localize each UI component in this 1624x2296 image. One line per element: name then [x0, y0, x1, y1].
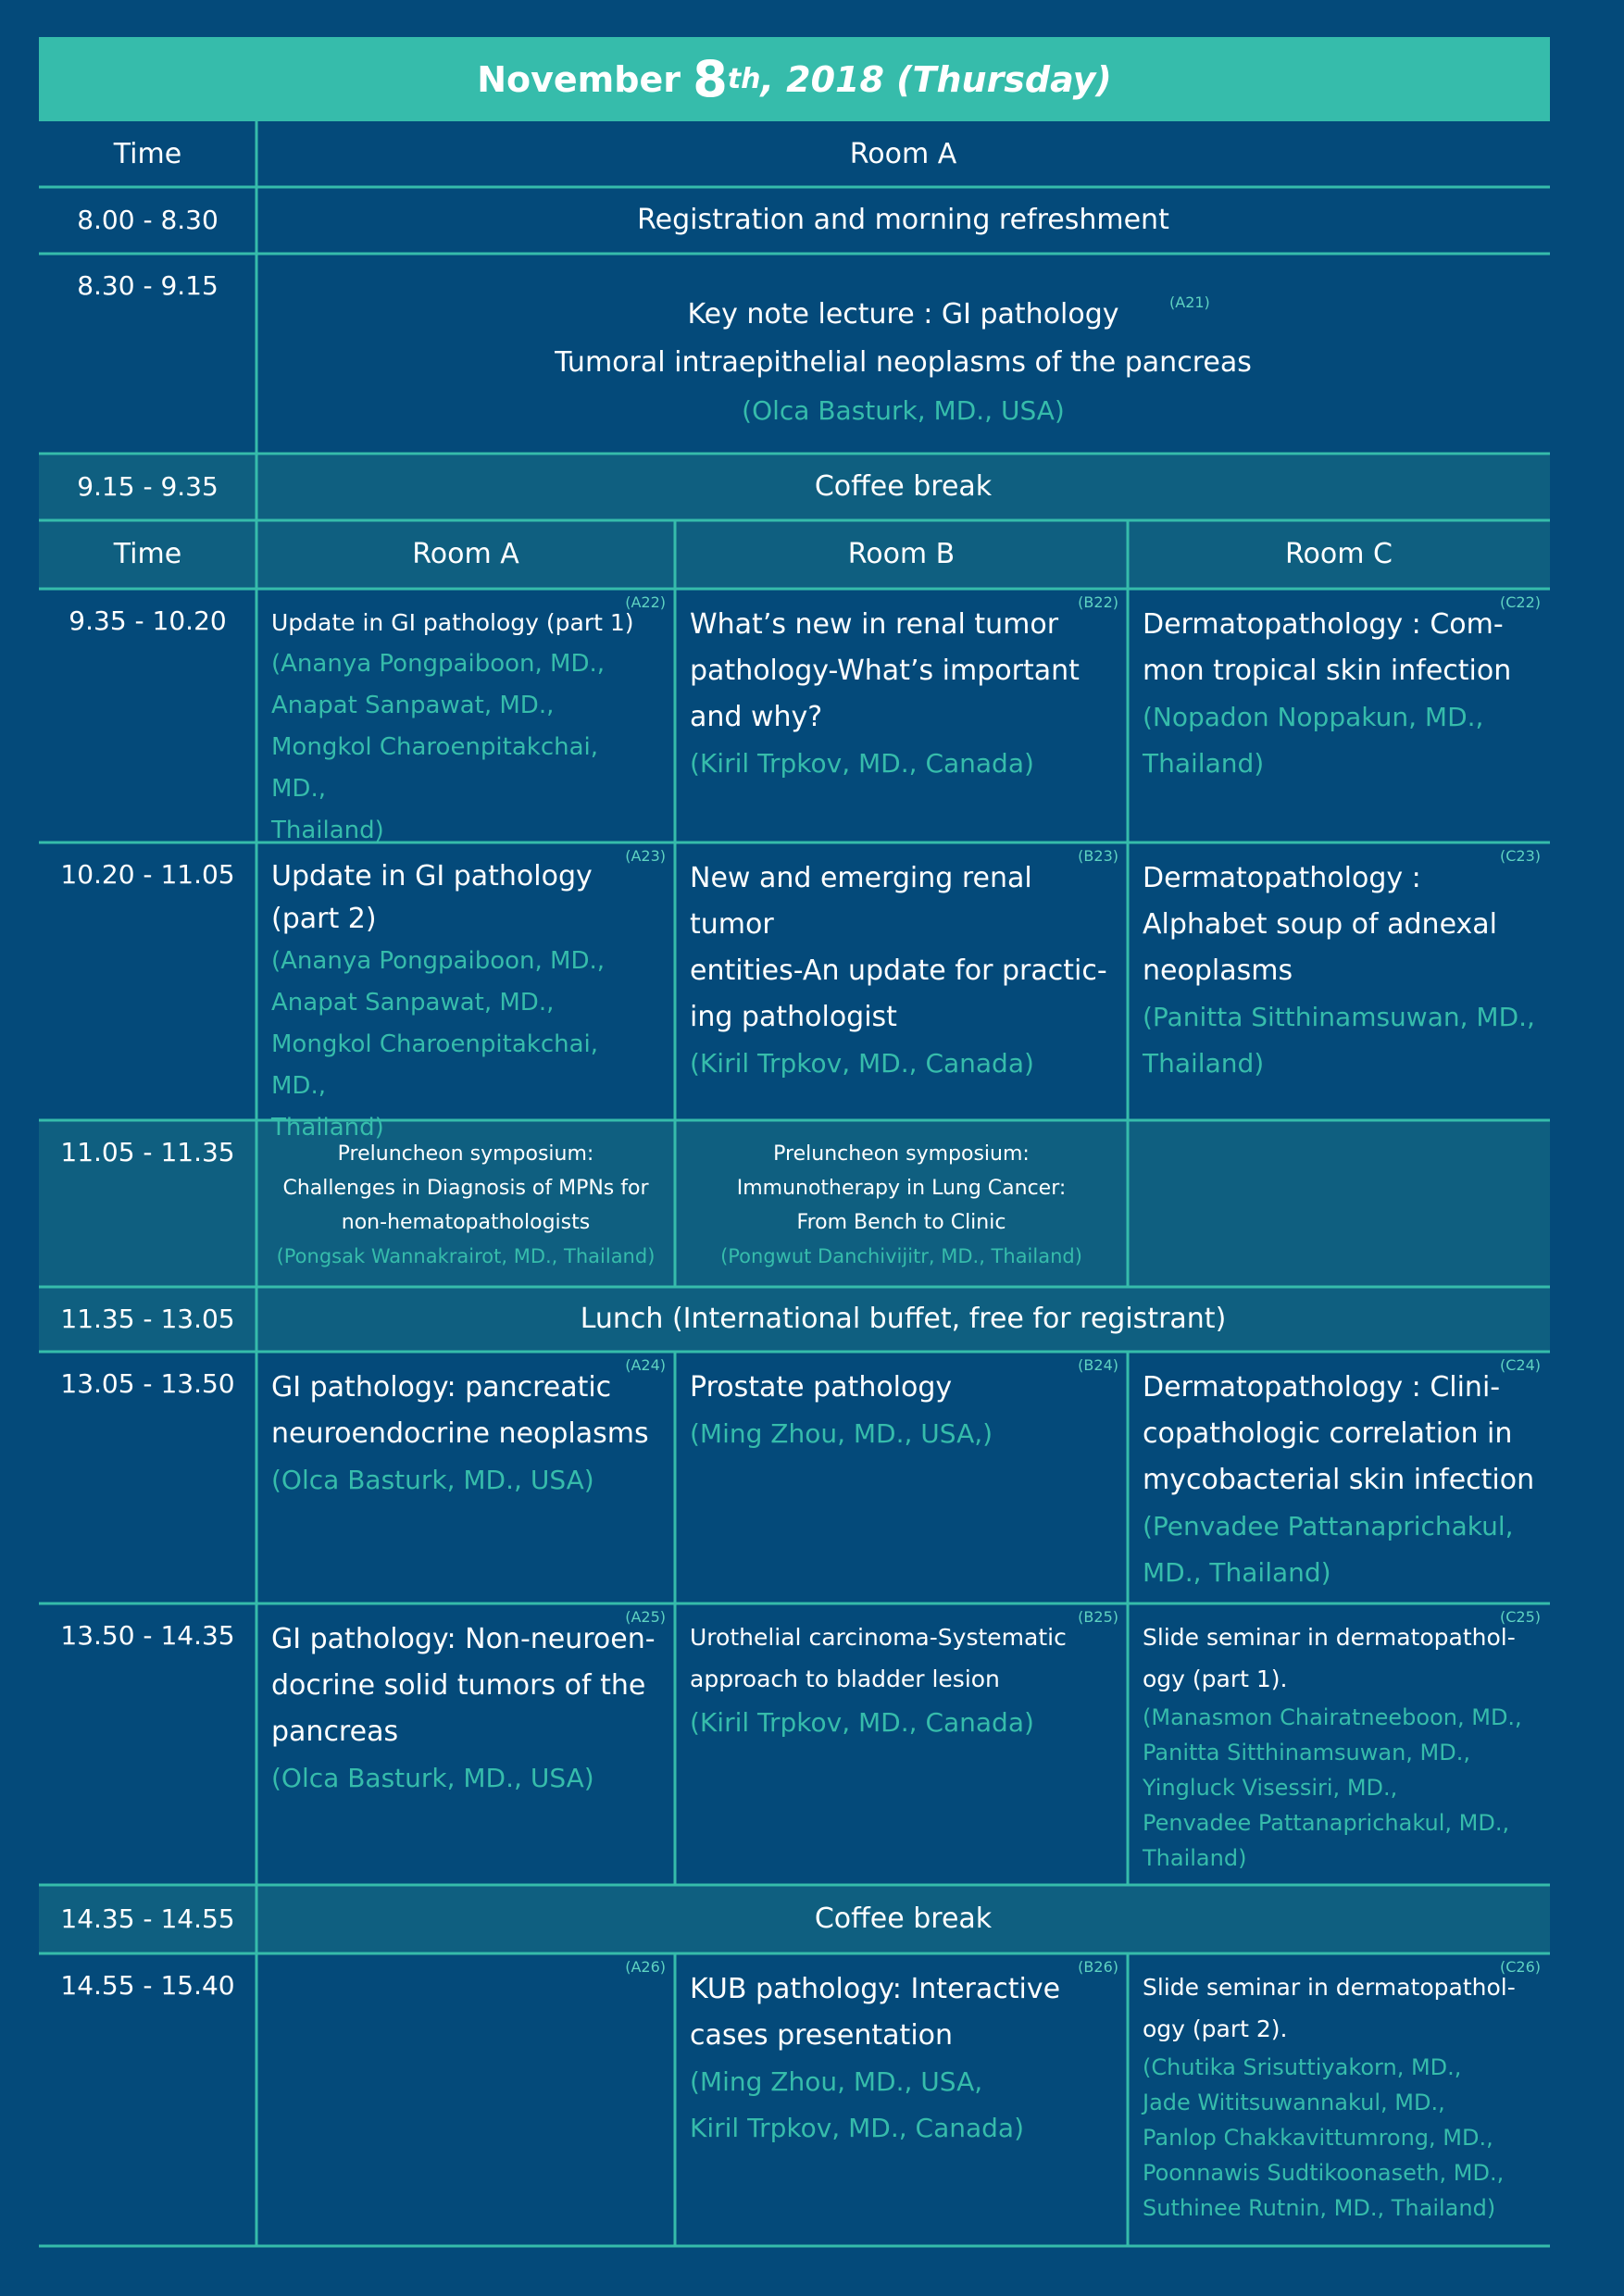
session-code: (B26): [1078, 1958, 1118, 1976]
speaker: Yingluck Visessiri, MD.,: [1143, 1775, 1398, 1801]
session-code: (A25): [625, 1608, 666, 1626]
session-title: Dermatopathology : Com-: [1143, 608, 1504, 641]
speaker: Thailand): [271, 817, 384, 844]
coffee-break-2: Coffee break: [814, 1903, 993, 1935]
keynote-cell: [256, 254, 1550, 454]
time-registration: 8.00 - 8.30: [77, 205, 219, 235]
keynote-code: (A21): [1169, 293, 1210, 311]
speaker: Penvadee Pattanaprichakul, MD.,: [1143, 1810, 1510, 1836]
session-code: (C22): [1499, 593, 1541, 611]
speaker: (Kiril Trpkov, MD., Canada): [690, 1707, 1034, 1738]
session-code: (A26): [625, 1958, 666, 1976]
speaker: Panitta Sitthinamsuwan, MD.,: [1143, 1740, 1470, 1766]
rooms-time-header: Time: [113, 538, 182, 570]
session-3-room-c: [1128, 1352, 1550, 1603]
session-1-room-a: [256, 589, 675, 842]
speaker: Mongkol Charoenpitakchai, MD.,: [271, 1030, 599, 1100]
time-coffee-1: 9.15 - 9.35: [77, 471, 219, 502]
session-code: (B23): [1078, 847, 1118, 865]
speaker: (Penvadee Pattanaprichakul,: [1143, 1511, 1514, 1541]
speaker: Anapat Sanpawat, MD.,: [271, 692, 555, 719]
room-a-column-header: Room A: [412, 538, 519, 570]
session-code: (C26): [1499, 1958, 1541, 1976]
session-title: pancreas: [271, 1716, 399, 1748]
speaker: Suthinee Rutnin, MD., Thailand): [1143, 2195, 1496, 2221]
speaker: (Ananya Pongpaiboon, MD.,: [271, 650, 606, 678]
time-lunch: 11.35 - 13.05: [60, 1304, 235, 1334]
speaker: Thailand): [271, 1114, 384, 1142]
speaker: (Ananya Pongpaiboon, MD.,: [271, 947, 606, 975]
speaker: Anapat Sanpawat, MD.,: [271, 989, 555, 1017]
session-code: (B25): [1078, 1608, 1118, 1626]
symposium-line: Immunotherapy in Lung Cancer:: [736, 1177, 1067, 1200]
time-session-1: 9.35 - 10.20: [69, 605, 227, 636]
speaker: (Panitta Sitthinamsuwan, MD.,: [1143, 1002, 1535, 1032]
speaker: (Kiril Trpkov, MD., Canada): [690, 1048, 1034, 1079]
symposium-line: From Bench to Clinic: [796, 1211, 1006, 1234]
registration-title: Registration and morning refreshment: [637, 204, 1169, 236]
session-5-room-c: [1128, 1953, 1550, 2246]
session-2-room-b: [675, 842, 1128, 1120]
symposium-line: non-hematopathologists: [341, 1211, 591, 1234]
symposium-line: Challenges in Diagnosis of MPNs for: [282, 1177, 649, 1200]
session-code: (B24): [1078, 1356, 1118, 1374]
session-title: ing pathologist: [690, 1001, 897, 1033]
time-coffee-2: 14.35 - 14.55: [60, 1903, 235, 1934]
symposium-line: Preluncheon symposium:: [337, 1142, 594, 1166]
speaker: (Ming Zhou, MD., USA,: [690, 2066, 983, 2097]
speaker: (Olca Basturk, MD., USA): [271, 1465, 594, 1495]
session-title: mycobacterial skin infection: [1143, 1464, 1535, 1496]
time-column-header: Time: [113, 137, 182, 170]
header-rest: , 2018 (Thursday): [760, 58, 1112, 100]
session-title: Alphabet soup of adnexal: [1143, 908, 1497, 941]
speaker: (Nopadon Noppakun, MD.,: [1143, 702, 1484, 732]
coffee-break-1: Coffee break: [814, 470, 993, 503]
speaker: Jade Wititsuwannakul, MD.,: [1143, 2090, 1445, 2115]
speaker: Mongkol Charoenpitakchai, MD.,: [271, 733, 599, 803]
speaker: (Manasmon Chairatneeboon, MD.,: [1143, 1704, 1522, 1730]
session-title: Urothelial carcinoma-Systematic: [690, 1624, 1067, 1651]
speaker: MD., Thailand): [1143, 1557, 1331, 1588]
session-title: (part 2): [271, 903, 377, 935]
session-title: ogy (part 2).: [1143, 2015, 1288, 2042]
time-session-3: 13.05 - 13.50: [60, 1368, 235, 1399]
session-title: New and emerging renal tumor: [690, 862, 1032, 941]
session-1-room-b: [675, 589, 1128, 842]
session-4-room-c: [1128, 1603, 1550, 1885]
time-session-4: 13.50 - 14.35: [60, 1620, 235, 1651]
session-title: mon tropical skin infection: [1143, 655, 1512, 687]
time-keynote: 8.30 - 9.15: [77, 270, 219, 301]
room-b-column-header: Room B: [847, 538, 956, 570]
session-3-room-b: [675, 1352, 1128, 1603]
session-3-room-a: [256, 1352, 675, 1603]
speaker: (Pongsak Wannakrairot, MD., Thailand): [276, 1245, 656, 1267]
speaker: (Kiril Trpkov, MD., Canada): [690, 748, 1034, 779]
speaker: Panlop Chakkavittumrong, MD.,: [1143, 2125, 1493, 2151]
session-title: Slide seminar in dermatopathol-: [1143, 1624, 1516, 1651]
time-symposium: 11.05 - 11.35: [60, 1137, 235, 1167]
session-title: cases presentation: [690, 2019, 954, 2052]
session-title: Update in GI pathology: [271, 860, 593, 892]
session-title: approach to bladder lesion: [690, 1666, 1000, 1692]
speaker: (Chutika Srisuttiyakorn, MD.,: [1143, 2054, 1462, 2080]
session-code: (A22): [625, 593, 666, 611]
speaker: Kiril Trpkov, MD., Canada): [690, 2113, 1024, 2143]
session-title: pathology-What’s important: [690, 655, 1080, 687]
session-title: Slide seminar in dermatopathol-: [1143, 1974, 1516, 2001]
header-day-suffix: th: [727, 63, 761, 95]
speaker: Poonnawis Sudtikoonaseth, MD.,: [1143, 2160, 1505, 2186]
session-title: KUB pathology: Interactive: [690, 1973, 1061, 2005]
session-title: Dermatopathology : Clini-: [1143, 1371, 1501, 1404]
keynote-speaker: (Olca Basturk, MD., USA): [742, 395, 1065, 426]
session-code: (C24): [1499, 1356, 1541, 1374]
symposium-room-a: [256, 1120, 675, 1287]
session-4-room-b: [675, 1603, 1128, 1885]
header-day: 8: [693, 50, 728, 108]
room-a-header: Room A: [849, 137, 957, 170]
session-2-room-c: [1128, 842, 1550, 1120]
speaker: Thailand): [1143, 748, 1265, 779]
session-title: What’s new in renal tumor: [690, 608, 1059, 641]
session-2-room-a: [256, 842, 675, 1142]
room-c-column-header: Room C: [1285, 538, 1393, 570]
session-title: GI pathology: pancreatic: [271, 1371, 612, 1404]
session-5-room-b: [675, 1953, 1128, 2246]
header-month: November: [477, 58, 681, 100]
session-code: (A24): [625, 1356, 666, 1374]
session-code: (B22): [1078, 593, 1118, 611]
speaker: (Olca Basturk, MD., USA): [271, 1763, 594, 1793]
date-header: [39, 37, 1550, 121]
keynote-line2: Tumoral intraepithelial neoplasms of the pancreas: [555, 346, 1252, 379]
session-title: and why?: [690, 701, 823, 733]
session-code: (A23): [625, 847, 666, 865]
keynote-line1: Key note lecture : GI pathology: [687, 298, 1119, 331]
session-title: Prostate pathology: [690, 1371, 953, 1404]
speaker: (Pongwut Danchivijitr, MD., Thailand): [720, 1245, 1082, 1267]
session-code: (C23): [1499, 847, 1541, 865]
session-title: docrine solid tumors of the: [271, 1669, 646, 1702]
speaker: (Ming Zhou, MD., USA,): [690, 1418, 993, 1449]
time-session-5: 14.55 - 15.40: [60, 1970, 235, 2001]
session-title: GI pathology: Non-neuroen-: [271, 1623, 656, 1655]
symposium-line: Preluncheon symposium:: [773, 1142, 1030, 1166]
session-title: ogy (part 1).: [1143, 1666, 1288, 1692]
speaker: Thailand): [1143, 1048, 1265, 1079]
speaker: Thailand): [1143, 1845, 1247, 1871]
session-title: Dermatopathology :: [1143, 862, 1421, 894]
session-4-room-a: [256, 1603, 675, 1885]
time-session-2: 10.20 - 11.05: [60, 859, 235, 890]
session-code: (C25): [1499, 1608, 1541, 1626]
session-title: Update in GI pathology (part 1): [271, 609, 634, 636]
lunch-title: Lunch (International buffet, free for registrant): [580, 1303, 1227, 1335]
session-title: copathologic correlation in: [1143, 1417, 1513, 1450]
symposium-room-b: [675, 1120, 1128, 1287]
session-5-room-a: [256, 1953, 675, 2246]
session-title: entities-An update for practic-: [690, 955, 1107, 987]
session-title: neuroendocrine neoplasms: [271, 1417, 649, 1450]
session-1-room-c: [1128, 589, 1550, 842]
session-title: neoplasms: [1143, 955, 1293, 987]
